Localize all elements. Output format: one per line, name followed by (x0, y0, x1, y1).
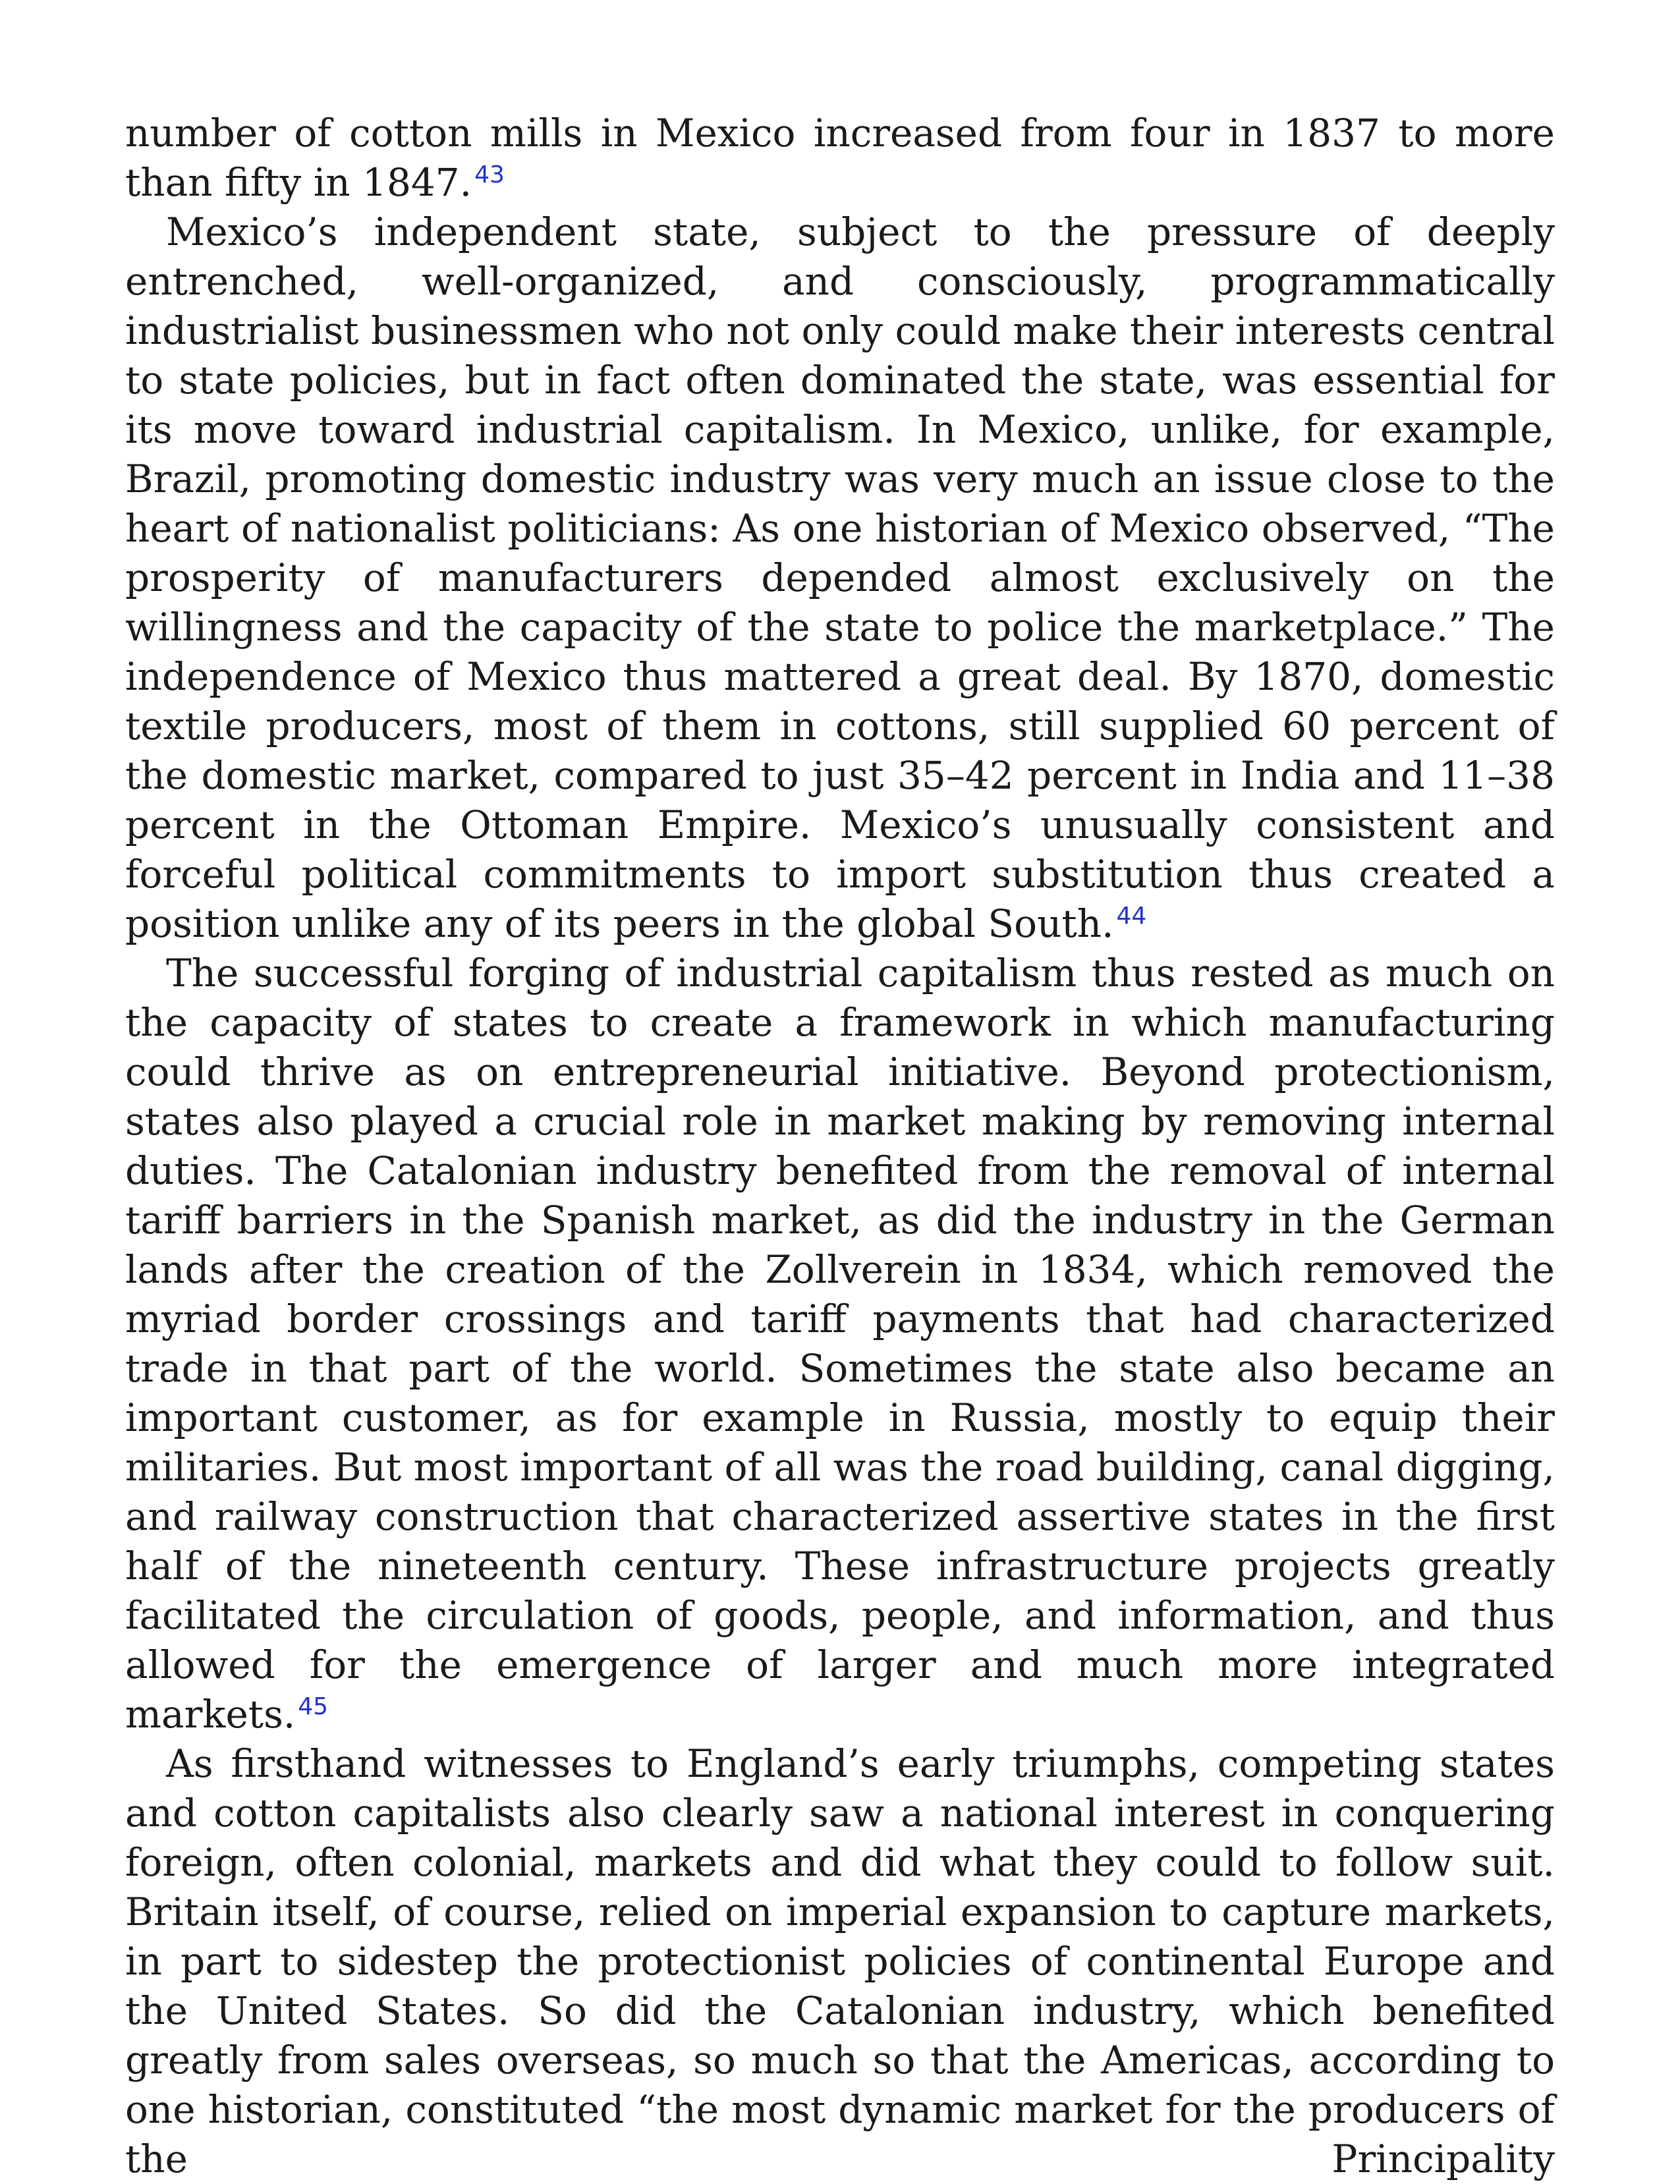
footnote-link-44[interactable]: 44 (1116, 902, 1147, 930)
paragraph-2 (125, 208, 1555, 949)
paragraph-1 (125, 109, 1555, 208)
paragraph-4 (125, 1739, 1555, 2184)
paragraph-text: Mexico’s independent state, subject to the pressure of deeply entrenched, well-organized, and consciously, programmatically industrialist businessmen who not only could make their interests central to state policies, but in fact often dominated the state, was essential for its move toward industrial capitalism. In Mexico, unlike, for example, Brazil, promoting domestic industry was very much an issue close to the heart of nationalist politicians: As one historian of Mexico observed, “The prosperity of manufacturers depended almost exclusively on the willingness and the capacity of the state to police the marketplace.” The independence of Mexico thus mattered a great deal. By 1870, domestic textile producers, most of them in cottons, still supplied 60 percent of the domestic market, compared to just 35–42 percent in India and 11–38 percent in the Ottoman Empire. Mexico’s unusually consistent and forceful political commitments to import substitution thus created a position unlike any of its peers in the global South. (125, 210, 1555, 946)
paragraph-text: The successful forging of industrial capitalism thus rested as much on the capacity of states to create a framework in which manufacturing could thrive as on entrepreneurial initiative. Beyond protectionism, states also played a crucial role in market making by removing internal duties. The Catalonian industry benefited from the removal of internal tariff barriers in the Spanish market, as did the industry in the German lands after the creation of the Zollverein in 1834, which removed the myriad border crossings and tariff payments that had characterized trade in that part of the world. Sometimes the state also became an important customer, as for example in Russia, mostly to equip their militaries. But most important of all was the road building, canal digging, and railway construction that characterized assertive states in the first half of the nineteenth century. These infrastructure projects greatly facilitated the circulation of goods, people, and information, and thus allowed for the emergence of larger and much more integrated markets. (125, 951, 1555, 1737)
paragraph-3 (125, 949, 1555, 1739)
page-body (125, 109, 1555, 2184)
footnote-link-43[interactable]: 43 (474, 161, 505, 188)
paragraph-text: number of cotton mills in Mexico increased from four in 1837 to more than fifty in 1847. (125, 111, 1555, 205)
paragraph-text: As firsthand witnesses to England’s early triumphs, competing states and cotton capitalists also clearly saw a national interest in conquering foreign, often colonial, markets and did what they could to follow suit. Britain itself, of course, relied on imperial expansion to capture markets, in part to sidestep the protectionist policies of continental Europe and the United States. So did the Catalonian industry, which benefited greatly from sales overseas, so much so that the Americas, according to one historian, constituted “the most dynamic market for the producers of the Principality (125, 1741, 1555, 2181)
footnote-link-45[interactable]: 45 (298, 1693, 329, 1720)
